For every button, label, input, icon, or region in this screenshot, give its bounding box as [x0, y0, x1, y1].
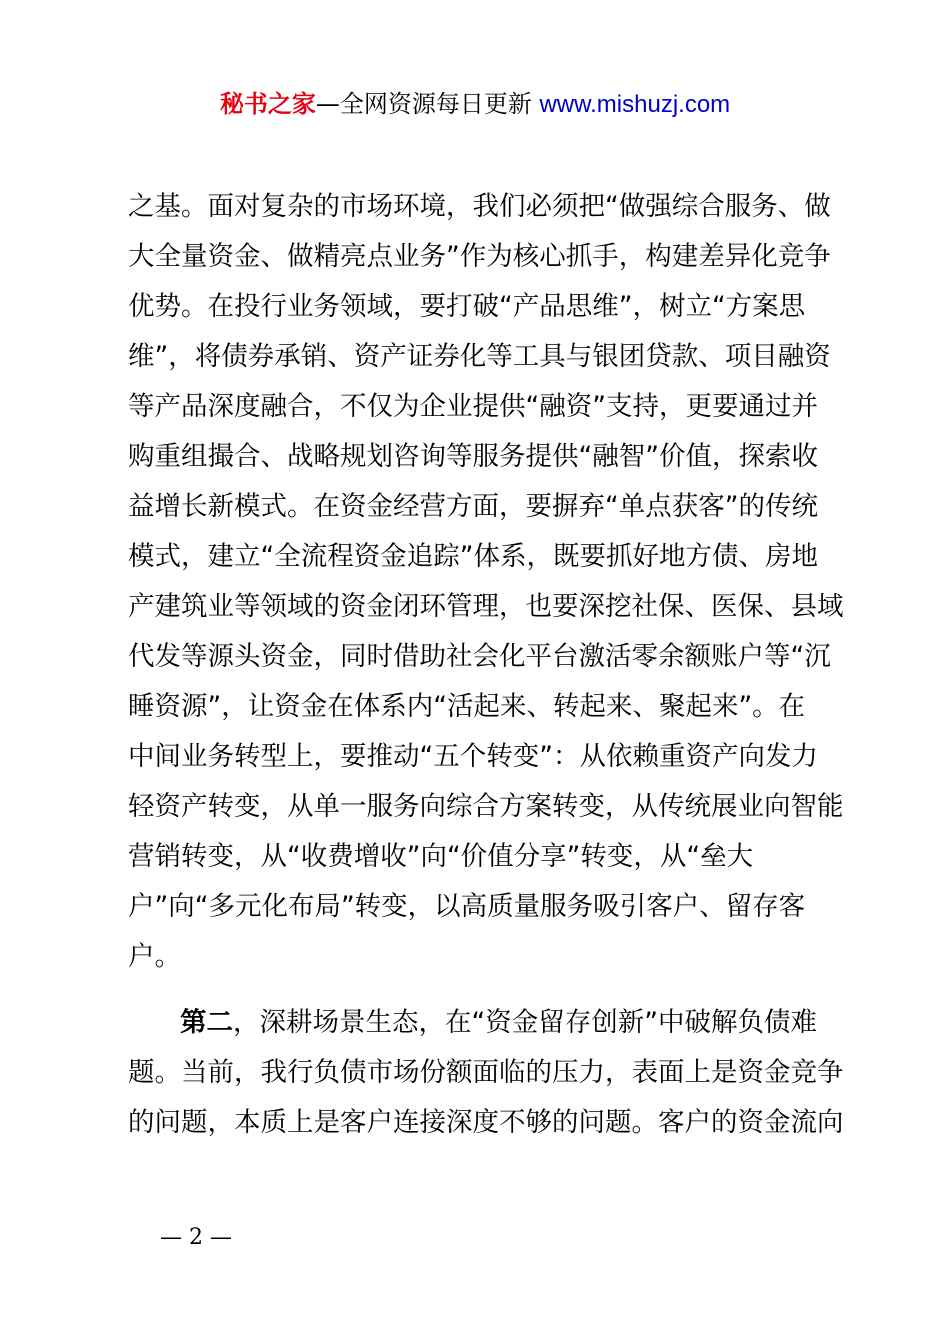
site-header [0, 86, 950, 123]
paragraph-1-line: 购重组撮合、战略规划咨询等服务提供“融智”价值，探索收 [128, 441, 818, 472]
paragraph-2-lead: 第二 [180, 1007, 233, 1038]
paragraph-1-line: 代发等源头资金，同时借助社会化平台激活零余额账户等“沉 [128, 641, 831, 672]
brand-name: 秘书之家 [219, 90, 316, 118]
paragraph-1-line: 等产品深度融合，不仅为企业提供“融资”支持，更要通过并 [128, 391, 818, 422]
paragraph-1-line: 模式，建立“全流程资金追踪”体系，既要抓好地方债、房地 [128, 541, 818, 572]
paragraph-1-line: 大全量资金、做精亮点业务”作为核心抓手，构建差异化竞争 [128, 241, 831, 272]
site-url-link[interactable]: www.mishuzj.com [539, 91, 731, 118]
paragraph-1-line: 户。 [128, 941, 181, 972]
paragraph-1-line: 营销转变，从“收费增收”向“价值分享”转变，从“垒大 [128, 841, 754, 872]
page-number: — 2 — [160, 1225, 232, 1250]
paragraph-2-first-line-text: ，深耕场景生态，在“资金留存创新”中破解负债难 [233, 1007, 817, 1038]
paragraph-spacer [128, 982, 848, 998]
paragraph-2-line: 的问题，本质上是客户连接深度不够的问题。客户的资金流向 [128, 1107, 844, 1138]
paragraph-2-first-line [128, 998, 848, 1048]
paragraph-1-line: 睡资源”，让资金在体系内“活起来、转起来、聚起来”。在 [128, 691, 806, 722]
paragraph-1-line: 户”向“多元化布局”转变，以高质量服务吸引客户、留存客 [128, 891, 806, 922]
paragraph-1-line: 优势。在投行业务领域，要打破“产品思维”，树立“方案思 [128, 291, 806, 322]
paragraph-1-line: 之基。面对复杂的市场环境，我们必须把“做强综合服务、做 [128, 191, 831, 222]
paragraph-1-line: 维”，将债券承销、资产证券化等工具与银团贷款、项目融资 [128, 341, 831, 372]
paragraph-1-line: 轻资产转变，从单一服务向综合方案转变，从传统展业向智能 [128, 791, 844, 822]
paragraph-1-line: 产建筑业等领域的资金闭环管理，也要深挖社保、医保、县域 [128, 591, 844, 622]
header-tagline: —全网资源每日更新 [315, 90, 532, 118]
paragraph-2-line: 题。当前，我行负债市场份额面临的压力，表面上是资金竞争 [128, 1057, 844, 1088]
paragraph-1-line: 中间业务转型上，要推动“五个转变”：从依赖重资产向发力 [128, 741, 818, 772]
paragraph-1-line: 益增长新模式。在资金经营方面，要摒弃“单点获客”的传统 [128, 491, 818, 522]
document-body [128, 182, 848, 1148]
